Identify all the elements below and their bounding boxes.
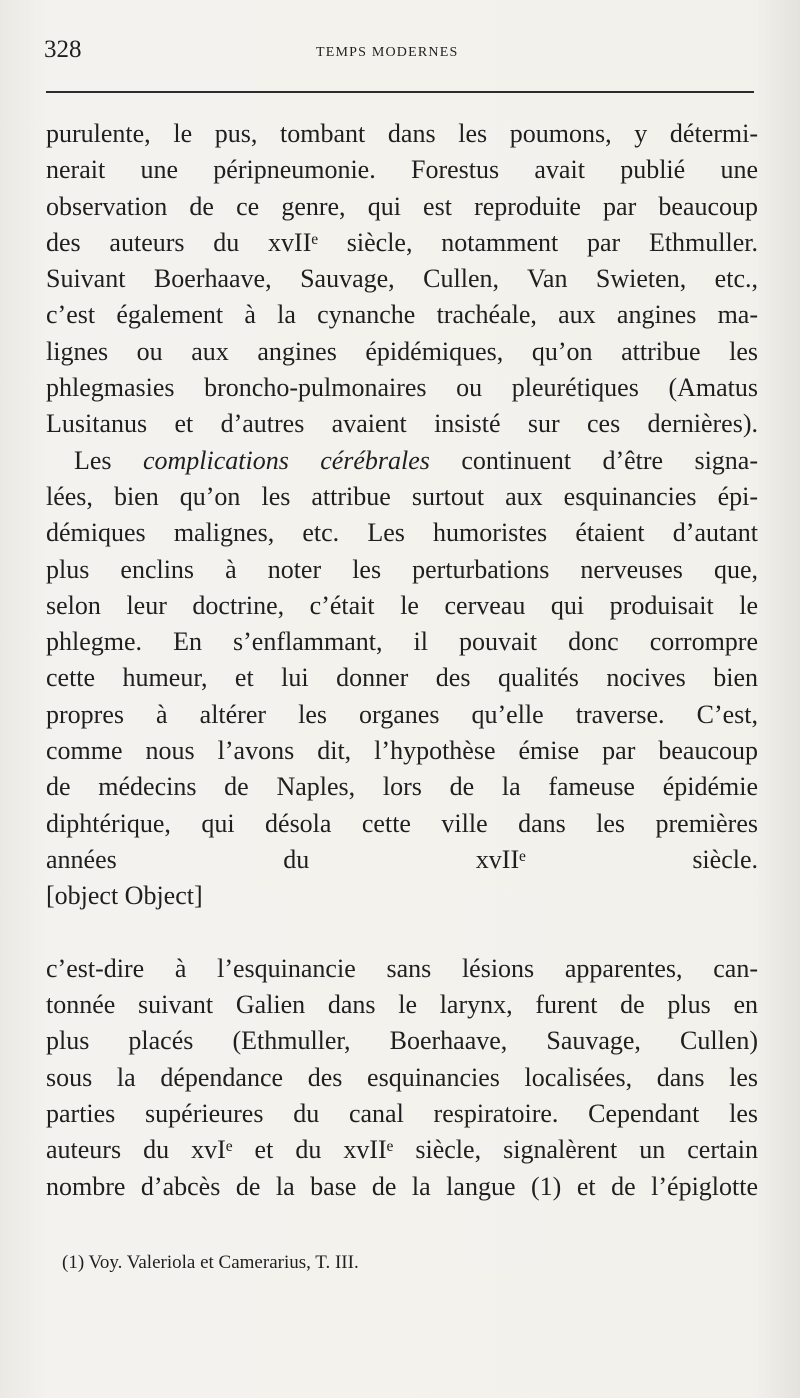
- text-line: nerait une péripneumonie. Forestus avait publié une: [46, 155, 758, 185]
- text-line: [46, 443, 758, 479]
- header-rule: [46, 91, 754, 93]
- text-line: plus placés (Ethmuller, Boerhaave, Sauvage, Cullen): [46, 1026, 758, 1056]
- text-line: purulente, le pus, tombant dans les poumons, y détermi-: [46, 119, 758, 148]
- text-line: de médecins de Naples, lors de la fameuse épidémie: [46, 772, 758, 802]
- text-line: phlegme. En s’enflammant, il pouvait donc corrompre: [46, 627, 758, 657]
- text-line: Suivant Boerhaave, Sauvage, Cullen, Van Swieten, etc.,: [46, 264, 758, 294]
- footnote: (1) Voy. Valeriola et Camerarius, T. III.: [62, 1252, 359, 1273]
- body-text: [46, 116, 758, 1241]
- page-header: [44, 36, 754, 76]
- page-number: 328: [44, 36, 82, 63]
- text-fragment: Les: [74, 445, 112, 475]
- text-line: tonnée suivant Galien dans le larynx, furent de plus en: [46, 990, 758, 1020]
- text-fragment: continuent d’être signa-: [461, 445, 759, 475]
- text-line: des auteurs du xvIIᵉ siècle, notamment par Ethmuller.: [46, 227, 758, 257]
- text-line: c’est-dire à l’esquinancie sans lésions apparentes, can-: [46, 953, 758, 983]
- text-line: plus enclins à noter les perturbations nerveuses que,: [46, 554, 758, 584]
- text-line: observation de ce genre, qui est reproduite par beaucoup: [46, 191, 758, 221]
- text-line: années du xvIIᵉ siècle.: [46, 844, 758, 874]
- text-line: phlegmasies broncho-pulmonaires ou pleurétiques (Amatus: [46, 373, 758, 403]
- text-line: diphtérique, qui désola cette ville dans les premières: [46, 808, 758, 838]
- text-line: [object Object]: [46, 881, 203, 911]
- text-line: propres à altérer les organes qu’elle traverse. C’est,: [46, 699, 758, 729]
- text-line: [46, 1205, 758, 1241]
- text-line: c’est également à la cynanche trachéale, aux angines ma-: [46, 300, 758, 330]
- text-line: nombre d’abcès de la base de la langue (1) et de l’épiglotte: [46, 1171, 758, 1201]
- italic-term: complications cérébrales: [142, 445, 430, 475]
- text-line: lignes ou aux angines épidémiques, qu’on attribue les: [46, 336, 758, 366]
- text-line: lées, bien qu’on les attribue surtout aux esquinancies épi-: [46, 481, 758, 511]
- text-line: sous la dépendance des esquinancies localisées, dans les: [46, 1062, 758, 1092]
- text-line: auteurs du xvIᵉ et du xvIIᵉ siècle, signalèrent un certain: [46, 1135, 758, 1165]
- text-line: parties supérieures du canal respiratoire. Cependant les: [46, 1099, 758, 1129]
- text-line: [46, 915, 758, 951]
- text-line: cette humeur, et lui donner des qualités nocives bien: [46, 663, 758, 693]
- text-line: selon leur doctrine, c’était le cerveau qui produisait le: [46, 590, 758, 620]
- text-line: Lusitanus et d’autres avaient insisté sur ces dernières).: [46, 409, 758, 439]
- text-line: démiques malignes, etc. Les humoristes étaient d’autant: [46, 518, 758, 548]
- text-line: comme nous l’avons dit, l’hypothèse émise par beaucoup: [46, 736, 758, 766]
- running-head: TEMPS MODERNES: [316, 45, 459, 60]
